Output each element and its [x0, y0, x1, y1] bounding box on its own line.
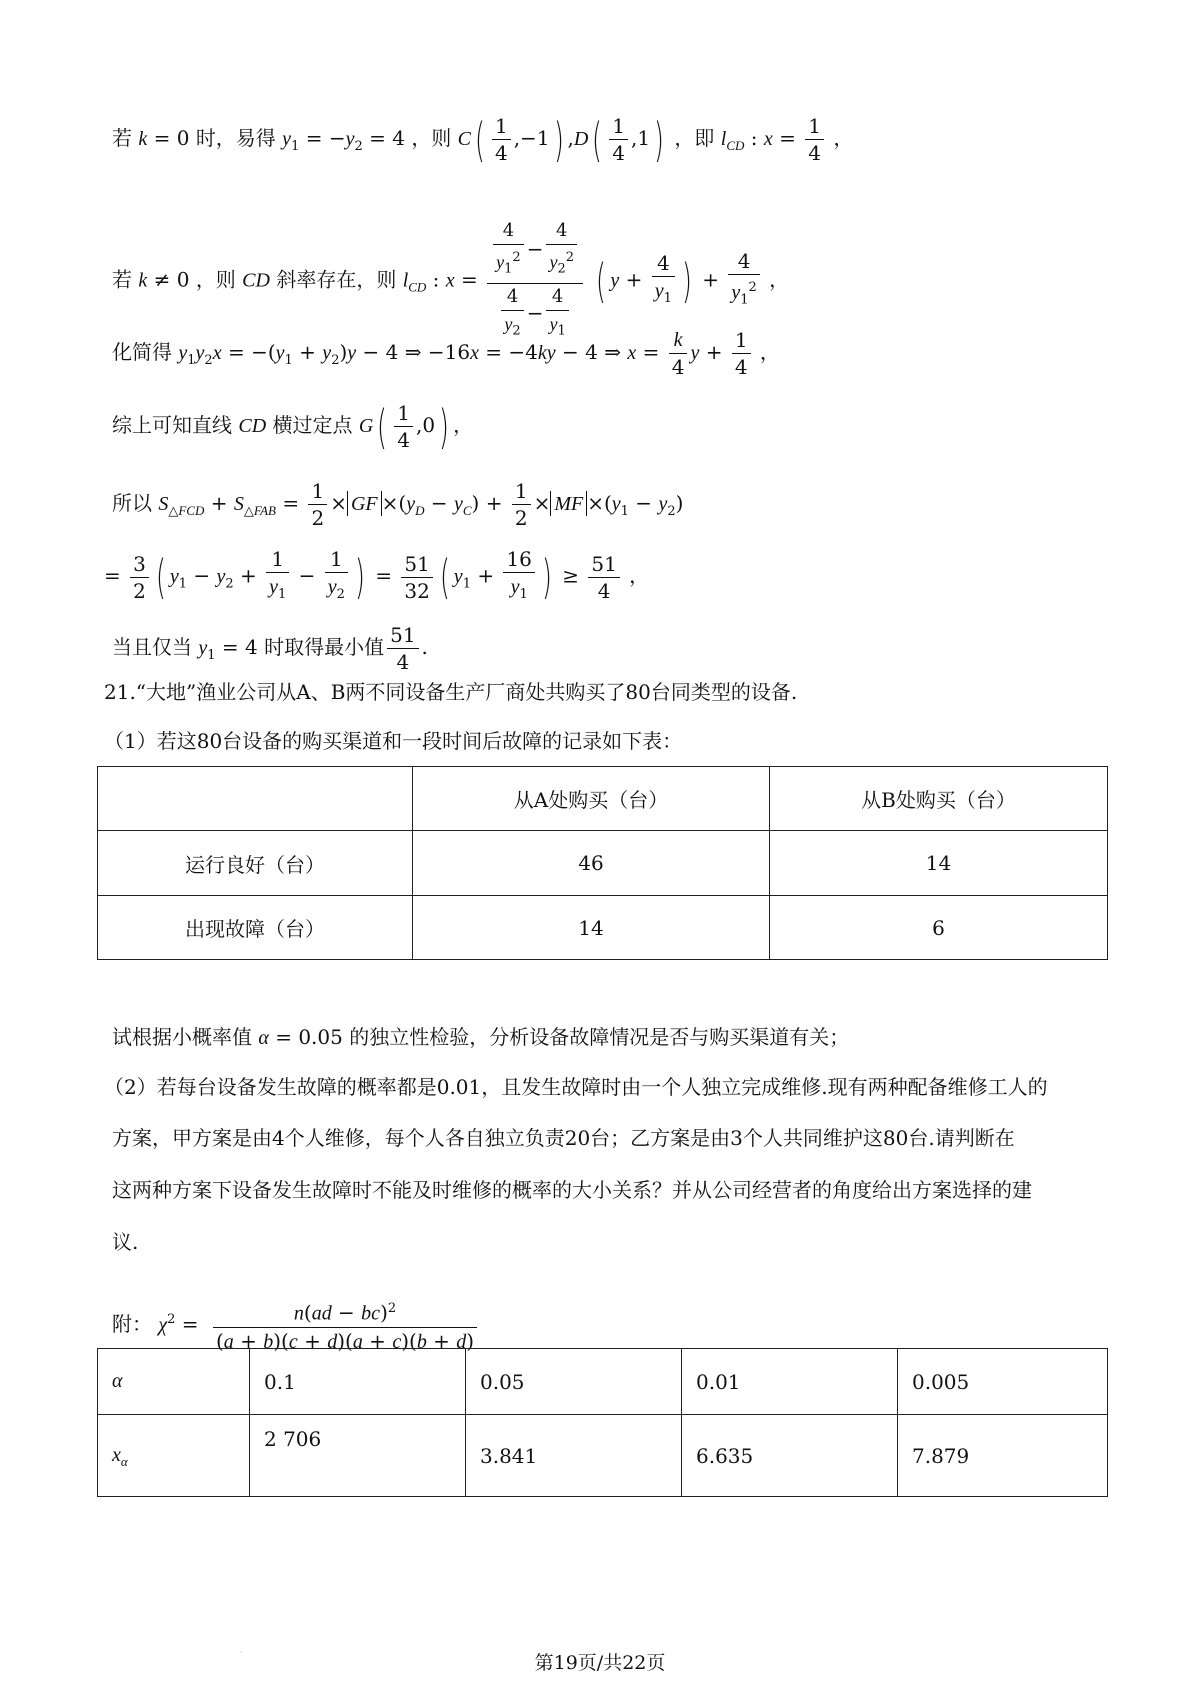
text: ，即: [674, 126, 715, 150]
table-cell: 14: [770, 831, 1108, 896]
text: 当且仅当: [112, 635, 192, 659]
text: 所以: [112, 491, 152, 515]
table-cell: 0.005: [898, 1349, 1108, 1415]
problem-21-q1: （1）若这80台设备的购买渠道和一段时间后故障的记录如下表：: [104, 729, 683, 753]
table-cell: 出现故障（台）: [98, 896, 413, 960]
table-cell: 0.05: [466, 1349, 682, 1415]
decorative-dot: ·: [240, 1648, 243, 1658]
table-row: [98, 1349, 1108, 1415]
table-row: [98, 896, 1108, 960]
table-cell: 6.635: [682, 1415, 898, 1497]
table-cell: 0.01: [682, 1349, 898, 1415]
text: .: [421, 635, 428, 659]
text: 斜率存在，则: [276, 267, 397, 292]
text: 若: [112, 267, 132, 292]
table-cell: 14: [413, 896, 770, 960]
table-cell: 6: [770, 896, 1108, 960]
text: 综上可知直线: [112, 413, 232, 437]
text: 化简得: [112, 340, 172, 364]
text: ，: [833, 126, 854, 150]
problem-21-q1-tail: 试根据小概率值 α = 0.05 的独立性检验，分析设备故障情况是否与购买渠道有关；: [112, 1025, 850, 1049]
line-inequality: = $\frac{3}{2}$ ( $y_1 - y_2$ + $\frac{1}{y_1}$ − $\frac{1}{y_2}$ ) = $\frac{51}{32}$ ( $y_1$ + $\frac{16}{y_1}$ ) ≥ $\frac{51}{4}$ ，: [104, 547, 650, 604]
table-cell: 46: [413, 831, 770, 896]
text: 时，易得: [195, 126, 276, 150]
table-cell: α: [98, 1349, 250, 1415]
table-cell: 7.879: [898, 1415, 1108, 1497]
text: 若: [112, 126, 132, 150]
table-cell: $x_\alpha$: [98, 1415, 250, 1497]
text: 试根据小概率值: [112, 1025, 252, 1049]
text: 的独立性检验，分析设备故障情况是否与购买渠道有关；: [349, 1025, 850, 1049]
table-row: [98, 1415, 1108, 1497]
problem-21-q2-line1: （2）若每台设备发生故障的概率都是0.01，且发生故障时由一个人独立完成维修.现有两种配备维修工人的: [104, 1075, 1048, 1099]
problem-21-intro: 21.“大地”渔业公司从A、B两不同设备生产厂商处共购买了80台同类型的设备.: [104, 680, 798, 704]
line-minimum: 当且仅当 $y_1 = 4$ 时取得最小值 $\frac{51}{4}$ .: [112, 623, 428, 674]
line-area-sum: 所以 $S_{\triangle FCD} + S_{\triangle FAB}$ = $\frac{1}{2}$ × GF $\times(y_D - y_C)$ + $\frac{1}{2}$ × MF $\times(y_1 - y_2)$: [112, 479, 684, 530]
table-cell: 2 706: [250, 1415, 466, 1497]
table-cell: 0.1: [250, 1349, 466, 1415]
text: 时取得最小值: [264, 635, 385, 659]
critical-value-table: [97, 1348, 1108, 1497]
text: ，则: [411, 126, 452, 150]
line-fixed-point: 综上可知直线 CD 横过定点 G( $\frac{1}{4}$ ,0) ，: [112, 399, 474, 454]
text: ，则: [195, 267, 236, 292]
line-simplify: 化简得 $y_1y_2x = -(y_1 + y_2)y - 4$ ⇒ −16x = −4ky − 4 ⇒ x = $\frac{k}{4}$ y + $\frac{1}{4}$ ，: [112, 328, 780, 379]
page-footer: 第19页/共22页: [534, 1652, 666, 1674]
table-row: [98, 831, 1108, 896]
appendix-formula: 附： $\chi^2$ = $\frac{n(ad - bc)^2}{(a + b)(c + d)(a + c)(b + d)}$: [112, 1296, 480, 1355]
text: x: [112, 1443, 121, 1466]
line-k-nonzero: 若 k ≠ 0 ，则 CD 斜率存在，则 $l_{CD}$ : x = $\frac{4}{y_1^2}$ − $\frac{4}{y_2^2}$ $\frac{4}{y_2}$ − $\frac{4}{y_1}$ ( y + $\frac{4}{y_1}$ ) + $\frac{4}{y_1^2}$ ，: [112, 220, 790, 339]
text: 横过定点: [272, 413, 353, 437]
table-header-cell: 从B处购买（台）: [770, 767, 1108, 831]
text: ，: [453, 413, 474, 437]
problem-21-q2-line2: 方案，甲方案是由4个人维修，每个人各自独立负责20台；乙方案是由3个人共同维护这80台.请判断在: [112, 1126, 1015, 1150]
problem-21-q2-line3: 这两种方案下设备发生故障时不能及时维修的概率的大小关系？并从公司经营者的角度给出方案选择的建: [112, 1178, 1032, 1202]
table-header-cell: 从A处购买（台）: [413, 767, 770, 831]
line-k-zero: 若 k = 0 时，易得 $y_1 = -y_2 = 4$ ，则 C( $\frac{1}{4}$ ,−1) ,D( $\frac{1}{4}$ ,1) ，即 $l_{CD}$ : x = $\frac{1}{4}$ ，: [112, 112, 854, 167]
table-cell: 3.841: [466, 1415, 682, 1497]
table-cell: 运行良好（台）: [98, 831, 413, 896]
purchase-fault-table: [97, 766, 1108, 960]
problem-21-q2-line4: 议.: [112, 1230, 139, 1254]
table-cell: [98, 767, 413, 831]
text: 附：: [112, 1311, 152, 1336]
table-header-row: [98, 767, 1108, 831]
